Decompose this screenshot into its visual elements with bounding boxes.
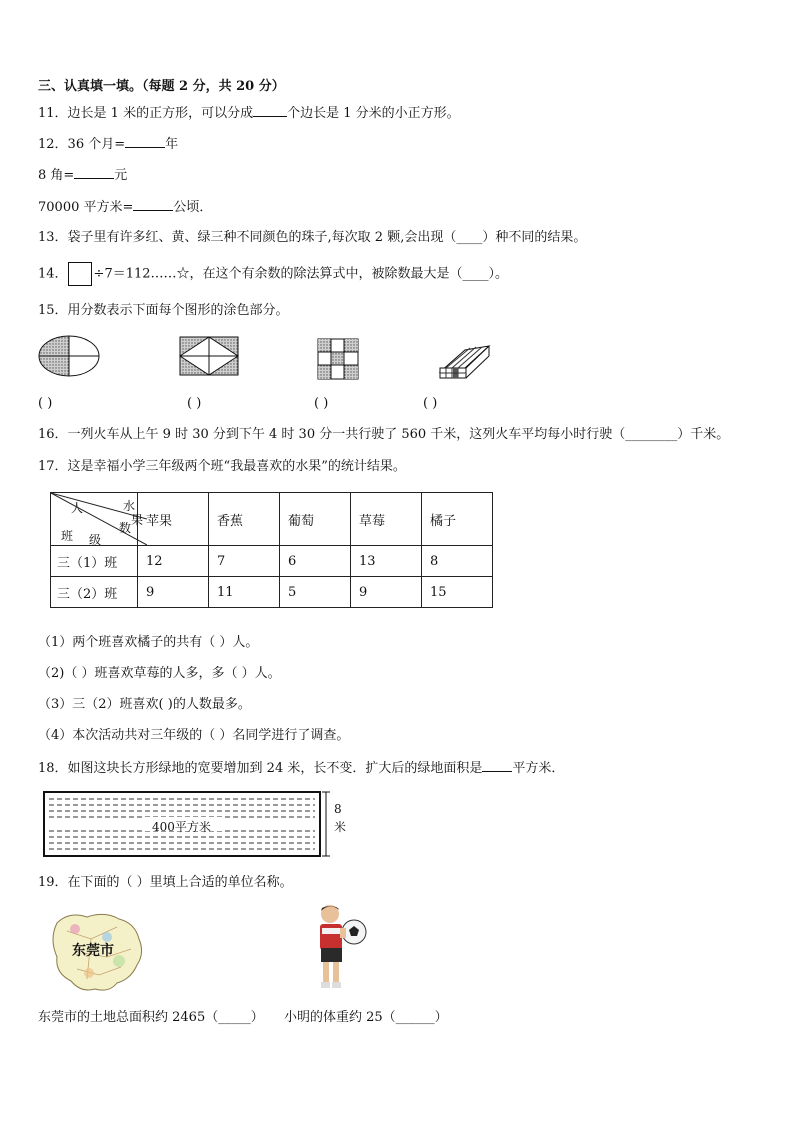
header-diag-ren: 人 <box>71 501 84 515</box>
table-cell: 15 <box>422 577 493 608</box>
col-strawberry: 草莓 <box>351 493 422 546</box>
dividend-box[interactable] <box>68 262 92 286</box>
q14-number: 14． <box>38 266 68 282</box>
table-cell: 8 <box>422 546 493 577</box>
q19-answer-b: 小明的体重约 25（______） <box>284 1010 448 1025</box>
q15-answer-2[interactable]: ( ) <box>187 396 202 411</box>
q11-text-post: 个边长是 1 分米的小正方形。 <box>287 106 460 121</box>
width-label: 8米 <box>334 802 347 834</box>
q19-answer-a: 东莞市的土地总面积约 2465（_____） <box>38 1010 264 1025</box>
table-row <box>51 546 493 577</box>
diagonal-header-cell <box>51 493 144 547</box>
question-16: 16．一列火车从上午 9 时 30 分到下午 4 时 30 分一共行驶了 560 千米，这列火车平均每小时行驶（________）千米。 <box>38 427 730 442</box>
col-banana: 香蕉 <box>209 493 280 546</box>
question-18 <box>38 759 564 778</box>
q15-answer-3[interactable]: ( ) <box>314 396 329 411</box>
q12a-blank[interactable] <box>125 135 165 148</box>
header-diag-shu: 数 <box>119 521 132 535</box>
q15-answer-1[interactable]: ( ) <box>38 396 53 411</box>
table-cell: 12 <box>138 546 209 577</box>
q12b-text-post: 元 <box>114 168 128 183</box>
col-grape: 葡萄 <box>280 493 351 546</box>
question-12b <box>38 166 127 185</box>
question-12a <box>38 135 178 154</box>
q18-text-pre: 18．如图这块长方形绿地的宽要增加到 24 米，长不变．扩大后的绿地面积是 <box>38 761 483 776</box>
table-cell: 5 <box>280 577 351 608</box>
question-17: 17．这是幸福小学三年级两个班“我最喜欢的水果”的统计结果。 <box>38 459 406 474</box>
q12c-text-pre: 70000 平方米= <box>38 200 134 215</box>
fruit-statistics-table <box>50 492 493 608</box>
question-12c <box>38 198 212 217</box>
q17-sub-1: （1）两个班喜欢橘子的共有（ ）人。 <box>38 635 259 650</box>
question-11 <box>38 104 460 123</box>
q18-blank[interactable] <box>482 759 512 772</box>
q12a-text-post: 年 <box>165 137 179 152</box>
sticks-bundle-figure <box>439 342 491 380</box>
header-diag-ban: 班 <box>61 529 74 543</box>
rectangle-diamond-figure <box>179 336 239 376</box>
q17-sub-2: （2)（ ）班喜欢草莓的人多，多（ ）人。 <box>38 666 281 681</box>
table-cell: 13 <box>351 546 422 577</box>
table-cell: 7 <box>209 546 280 577</box>
table-cell: 11 <box>209 577 280 608</box>
boy-with-ball-image <box>312 902 370 994</box>
table-row <box>51 577 493 608</box>
table-cell: 9 <box>138 577 209 608</box>
q12b-text-pre: 8 角= <box>38 168 75 183</box>
ellipse-figure <box>37 334 101 378</box>
table-cell: 6 <box>280 546 351 577</box>
q12a-text-pre: 12．36 个月= <box>38 137 126 152</box>
area-label: 400平方米 <box>152 820 211 834</box>
table-cell: 9 <box>351 577 422 608</box>
q12c-text-post: 公顷． <box>173 200 213 215</box>
grid-figure <box>317 338 359 380</box>
header-diag-ji: 级 <box>89 533 102 547</box>
question-13: 13．袋子里有许多红、黄、绿三种不同颜色的珠子,每次取 2 颗,会出现（____）种不同的结果。 <box>38 230 587 245</box>
header-diag-guo: 果 <box>131 513 144 527</box>
row-label: 三（2）班 <box>51 577 138 608</box>
row-label: 三（1）班 <box>51 546 138 577</box>
table-header-row <box>51 493 493 546</box>
col-apple: 苹果 <box>138 493 209 546</box>
header-diag-shui: 水 <box>123 499 136 513</box>
q15-answer-4[interactable]: ( ) <box>423 396 438 411</box>
q17-sub-4: （4）本次活动共对三年级的（ ）名同学进行了调查。 <box>38 728 350 743</box>
q18-text-post: 平方米． <box>512 761 565 776</box>
q14-text: ÷7＝112……☆，在这个有余数的除法算式中，被除数最大是（____）。 <box>93 266 509 282</box>
col-orange: 橘子 <box>422 493 493 546</box>
map-label: 东莞市 <box>72 943 114 959</box>
q11-text-pre: 11．边长是 1 米的正方形，可以分成 <box>38 106 254 121</box>
question-15: 15．用分数表示下面每个图形的涂色部分。 <box>38 303 289 318</box>
q17-sub-3: （3）三（2）班喜欢( )的人数最多。 <box>38 697 251 712</box>
section-title: 三、认真填一填。（每题 2 分，共 20 分） <box>38 79 285 94</box>
q12b-blank[interactable] <box>74 166 114 179</box>
q11-blank[interactable] <box>253 104 287 117</box>
question-14 <box>38 262 508 286</box>
question-19: 19．在下面的（ ）里填上合适的单位名称。 <box>38 875 293 890</box>
q12c-blank[interactable] <box>133 198 173 211</box>
